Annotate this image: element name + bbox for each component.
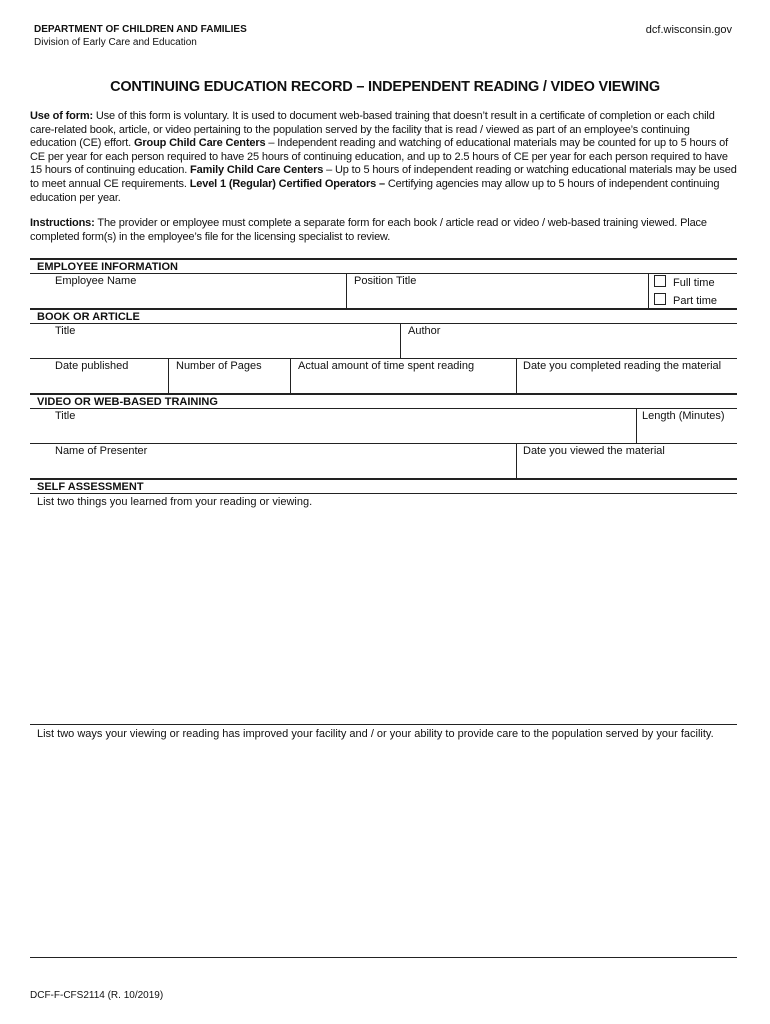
- position-title-label: Position Title: [354, 275, 417, 287]
- video-title-field[interactable]: [30, 409, 635, 443]
- field-rule: [30, 957, 737, 958]
- book-section-heading: BOOK OR ARTICLE: [37, 311, 140, 323]
- presenter-field[interactable]: [30, 444, 515, 478]
- author-field[interactable]: [401, 324, 737, 358]
- section-divider: [30, 258, 737, 260]
- column-divider: [648, 273, 649, 308]
- section-divider: [30, 478, 737, 480]
- improvement-answer-area[interactable]: [30, 758, 737, 954]
- use-of-form-paragraph: [30, 110, 738, 205]
- use-of-form-text-1: Use of this form is voluntary. It is used to document web-based training that doesn’t result in a certificate of completion or each child care-related book, article, or video pertaining to the population served by the facility that is read / viewed as part of an employee’s continuing education (CE) effort.: [30, 110, 715, 150]
- instructions-paragraph: [30, 217, 738, 244]
- full-time-label: Full time: [673, 277, 715, 289]
- use-of-form-label: Use of form:: [30, 110, 93, 122]
- learned-answer-area[interactable]: [30, 512, 737, 722]
- use-of-form-text-4: Certifying agencies may allow up to 5 hours of independent continuing education per year.: [30, 177, 720, 204]
- book-title-label: Title: [55, 325, 76, 337]
- field-rule: [30, 493, 737, 494]
- date-completed-field[interactable]: [517, 359, 737, 393]
- video-section-heading: VIDEO OR WEB-BASED TRAINING: [37, 396, 218, 408]
- employee-name-field[interactable]: [30, 274, 346, 308]
- page-title: CONTINUING EDUCATION RECORD – INDEPENDENT READING / VIDEO VIEWING: [110, 79, 660, 95]
- instructions-label: Instructions:: [30, 217, 95, 229]
- instructions-text: The provider or employee must complete a separate form for each book / article read or video / web-based training viewed. Place completed form(s) in the employee’s file for the licensing specialist to review.: [30, 217, 707, 243]
- length-minutes-field[interactable]: [637, 409, 737, 443]
- employee-name-label: Employee Name: [55, 275, 137, 287]
- improvement-prompt: List two ways your viewing or reading has improved your facility and / or your ability to provide care to the population served by your facility.: [37, 728, 714, 740]
- full-time-checkbox[interactable]: [654, 275, 666, 287]
- author-label: Author: [408, 325, 441, 337]
- use-of-form-text-2: – Independent reading and watching of educational materials may be counted for up to 5 hours of CE per year for each person required to have 25 hours of continuing education, and up to 2.5 hours of CE per year for each person required to have 15 hours of continuing education.: [30, 137, 729, 177]
- department-name: DEPARTMENT OF CHILDREN AND FAMILIES: [34, 24, 247, 35]
- self-assessment-heading: SELF ASSESSMENT: [37, 481, 144, 493]
- number-of-pages-field[interactable]: [169, 359, 289, 393]
- form-number: DCF-F-CFS2114 (R. 10/2019): [30, 990, 164, 1001]
- use-of-form-text-3: – Up to 5 hours of independent reading or watching educational materials may be used to meet annual CE requirements.: [30, 164, 737, 190]
- level1-operators-label: Level 1 (Regular) Certified Operators –: [189, 177, 385, 190]
- book-title-field[interactable]: [30, 324, 399, 358]
- video-title-label: Title: [55, 410, 76, 422]
- section-divider: [30, 308, 737, 310]
- length-minutes-label: Length (Minutes): [642, 410, 725, 422]
- part-time-checkbox[interactable]: [654, 293, 666, 305]
- date-published-field[interactable]: [30, 359, 167, 393]
- section-divider: [30, 393, 737, 395]
- division-name: Division of Early Care and Education: [34, 37, 197, 48]
- time-spent-label: Actual amount of time spent reading: [298, 360, 475, 372]
- presenter-label: Name of Presenter: [55, 445, 148, 457]
- number-of-pages-label: Number of Pages: [176, 360, 262, 372]
- date-published-label: Date published: [55, 360, 129, 372]
- date-viewed-field[interactable]: [517, 444, 737, 478]
- date-completed-label: Date you completed reading the material: [523, 360, 722, 372]
- learned-prompt: List two things you learned from your reading or viewing.: [37, 496, 313, 508]
- family-centers-label: Family Child Care Centers: [190, 164, 324, 177]
- field-rule: [30, 724, 737, 725]
- date-viewed-label: Date you viewed the material: [523, 445, 665, 457]
- position-title-field[interactable]: [347, 274, 647, 308]
- website-link[interactable]: dcf.wisconsin.gov: [645, 24, 732, 36]
- time-spent-field[interactable]: [291, 359, 515, 393]
- employee-section-heading: EMPLOYEE INFORMATION: [37, 261, 178, 273]
- part-time-label: Part time: [673, 295, 718, 307]
- group-centers-label: Group Child Care Centers: [133, 137, 266, 150]
